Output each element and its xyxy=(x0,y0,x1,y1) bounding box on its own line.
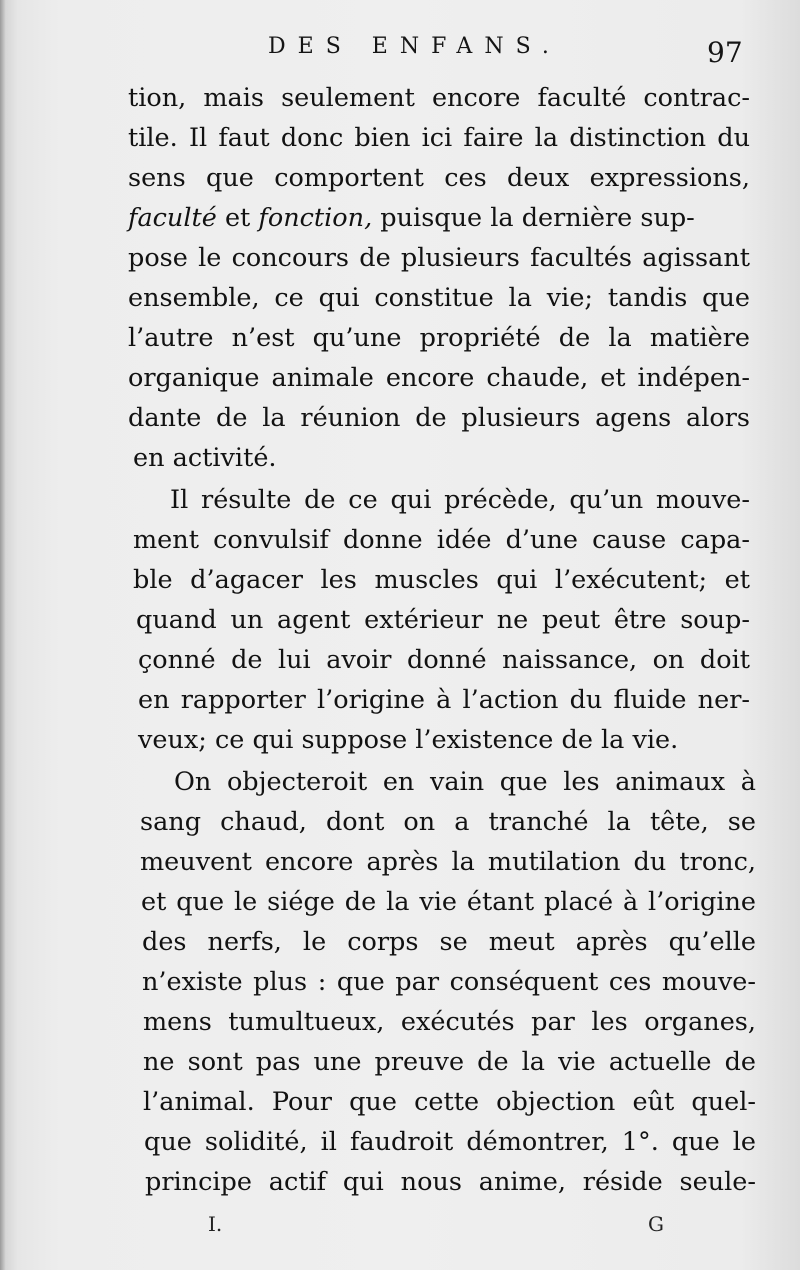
text-line: ensemble, ce qui constitue la vie; tandis que xyxy=(128,283,750,313)
text-line: çonné de lui avoir donné naissance, on doit xyxy=(138,645,750,675)
text-line: ne sont pas une preuve de la vie actuelle de xyxy=(143,1047,756,1077)
running-title: DES ENFANS. xyxy=(268,34,561,59)
text-line: en activité. xyxy=(133,443,277,473)
signature-mark: I. xyxy=(208,1212,223,1236)
text-line: quand un agent extérieur ne peut être soup- xyxy=(136,605,750,635)
text-line: organique animale encore chaude, et indépen- xyxy=(128,363,750,393)
text-line: tile. Il faut donc bien ici faire la distinction du xyxy=(128,123,750,153)
page-number: 97 xyxy=(707,36,743,69)
text-line: sens que comportent ces deux expressions, xyxy=(128,163,750,193)
text-line: que solidité, il faudroit démontrer, 1°. que le xyxy=(144,1127,756,1157)
text-line: l’autre n’est qu’une propriété de la matière xyxy=(128,323,750,353)
text-line: dante de la réunion de plusieurs agens alors xyxy=(128,403,750,433)
text-line: l’animal. Pour que cette objection eût quel- xyxy=(143,1087,756,1117)
text-line: veux; ce qui suppose l’existence de la vie. xyxy=(138,725,679,755)
text-line: tion, mais seulement encore faculté contrac- xyxy=(128,83,750,113)
text-line: ble d’agacer les muscles qui l’exécutent; et xyxy=(133,565,750,595)
text-line: principe actif qui nous anime, réside seule- xyxy=(145,1167,756,1197)
text-line: n’existe plus : que par conséquent ces mouve- xyxy=(142,967,756,997)
text-line-remainder: puisque la dernière sup- xyxy=(380,203,695,233)
text-line: ment convulsif donne idée d’une cause capa- xyxy=(133,525,750,555)
signature-letter: G xyxy=(648,1212,664,1236)
text-line: sang chaud, dont on a tranché la tête, se xyxy=(140,807,756,837)
text-line: mens tumultueux, exécutés par les organes, xyxy=(143,1007,756,1037)
italic-term-faculte: faculté xyxy=(128,203,217,233)
page-gutter xyxy=(0,0,6,1270)
connector-word: et xyxy=(224,203,251,233)
text-line: et que le siége de la vie étant placé à l’origine xyxy=(141,887,756,917)
text-line: meuvent encore après la mutilation du tronc, xyxy=(140,847,756,877)
text-line-mixed xyxy=(128,198,750,238)
italic-term-fonction: fonction, xyxy=(258,203,373,233)
text-line: pose le concours de plusieurs facultés agissant xyxy=(128,243,750,273)
text-line: des nerfs, le corps se meut après qu’elle xyxy=(142,927,756,957)
paragraph-start-line: Il résulte de ce qui précède, qu’un mouve- xyxy=(170,485,750,515)
text-line: en rapporter l’origine à l’action du fluide ner- xyxy=(138,685,750,715)
paragraph-start-line: On objecteroit en vain que les animaux à xyxy=(174,767,756,797)
